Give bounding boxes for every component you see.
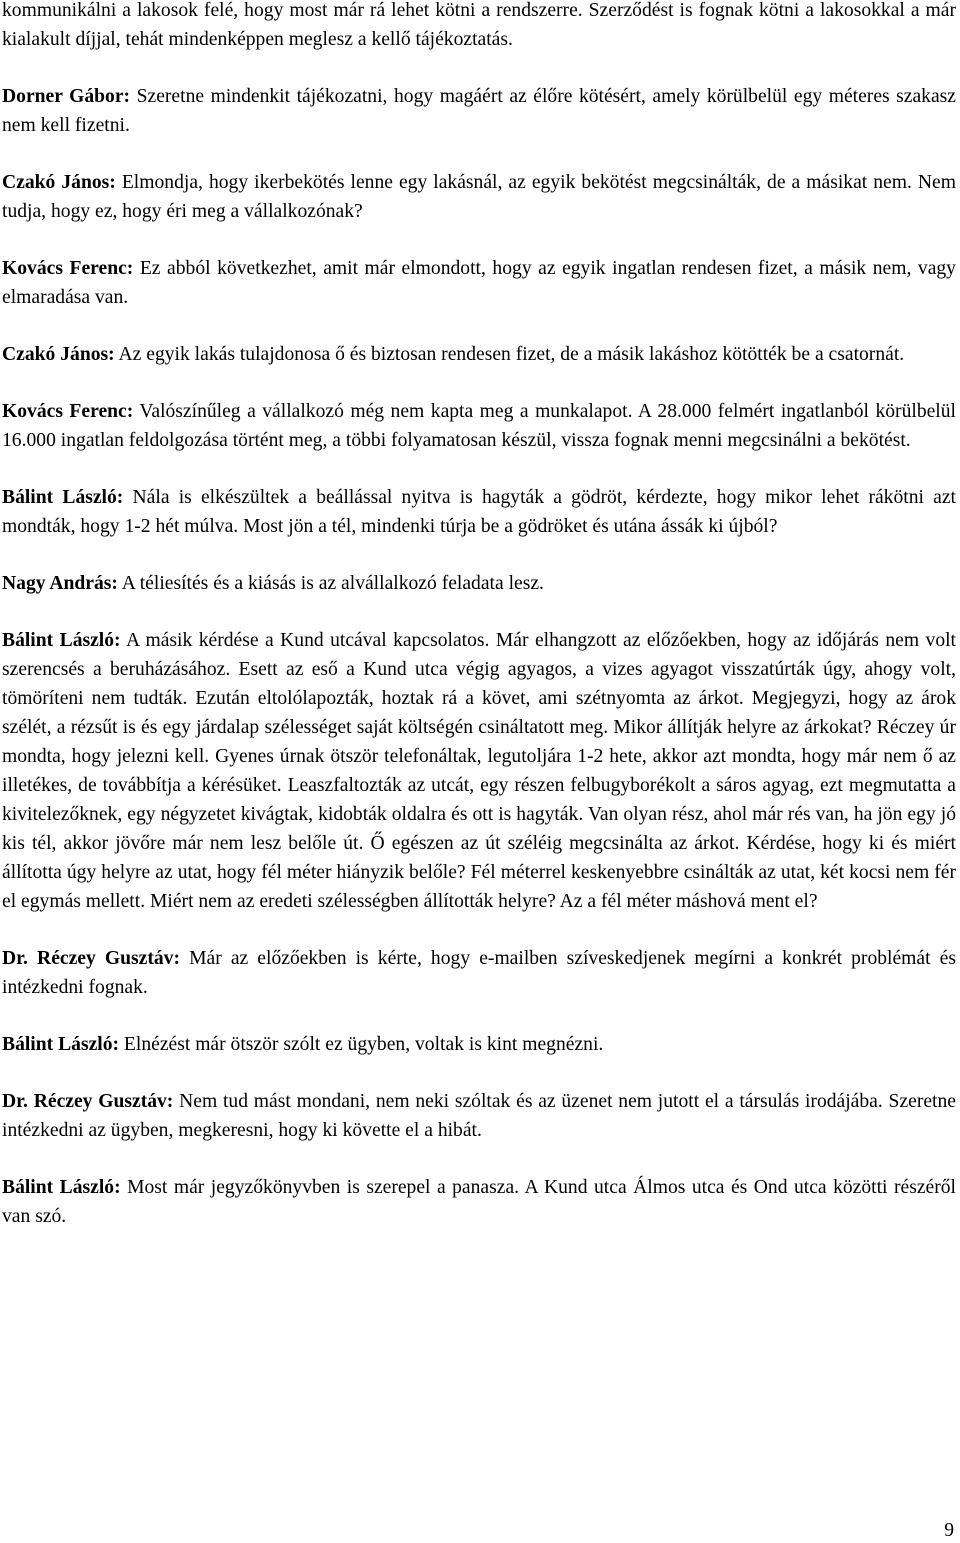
paragraph-text: Valószínűleg a vállalkozó még nem kapta meg a munkalapot. A 28.000 felmért ingatlanból körülbelül 16.000 ingatlan feldolgozása történt meg, a többi folyamatosan készül, vissza fognak menni megcsinálni a bekötést. xyxy=(2,401,956,451)
paragraph-text: Elmondja, hogy ikerbekötés lenne egy lakásnál, az egyik bekötést megcsinálták, de a másikat nem. Nem tudja, hogy ez, hogy éri meg a vállalkozónak? xyxy=(2,172,956,222)
paragraph-text: Nála is elkészültek a beállással nyitva is hagyták a gödröt, kérdezte, hogy mikor lehet rákötni azt mondták, hogy 1-2 hét múlva. Most jön a tél, mindenki túrja be a gödröket és utána ássák ki újból? xyxy=(2,487,956,537)
speaker-name: Dr. Réczey Gusztáv: xyxy=(2,948,180,969)
paragraph-kovacs-2 xyxy=(2,397,956,455)
speaker-name: Bálint László: xyxy=(2,630,121,651)
paragraph-kovacs-1 xyxy=(2,254,956,312)
minutes-body xyxy=(2,0,956,1259)
paragraph-balint-3 xyxy=(2,1030,956,1059)
paragraph-balint-1 xyxy=(2,483,956,541)
speaker-name: Czakó János: xyxy=(2,172,116,193)
paragraph-text: A másik kérdése a Kund utcával kapcsolatos. Már elhangzott az előzőekben, hogy az időjárás nem volt szerencsés a beruházásához. Esett az eső a Kund utca végig agyagos, a vizes agyagot visszatúrták úgy, ahogy volt, tömöríteni nem tudták. Ezután eltolólapozták, hoztak rá a követ, ami szétnyomta az árkot. Megjegyzi, hogy az árok szélét, a rézsűt is és egy járdalap szélességet saját költségén csináltatott meg. Mikor állítják helyre az árkokat? Réczey úr mondta, hogy jelezni kell. Gyenes úrnak ötször telefonáltak, legutoljára 1-2 hete, akkor azt mondta, hogy már nem ő az illetékes, de továbbítja a kérésüket. Leaszfaltozták az utcát, egy részen felbugyborékolt a sáros agyag, ezt megmutatta a kivitelezőknek, egy négyzetet kivágtak, kidobták oldalra és ott is hagyták. Van olyan rész, ahol már rés van, ha jön egy jó kis tél, akkor jövőre már nem lesz belőle út. Ő egészen az út széléig megcsinálta az árkot. Kérdése, hogy ki és miért állította úgy helyre az utat, hogy fél méter hiányzik belőle? Fél méterrel keskenyebbre csinálták az utat, két kocsi nem fér el egymás mellett. Miért nem az eredeti szélességben állították helyre? Az a fél méter máshová ment el? xyxy=(2,630,956,912)
paragraph-text: Nem tud mást mondani, nem neki szóltak és az üzenet nem jutott el a társulás irodájába. Szeretne intézkedni az ügyben, megkeresni, hogy ki követte el a hibát. xyxy=(2,1091,956,1141)
paragraph-balint-4 xyxy=(2,1173,956,1231)
paragraph-text: A téliesítés és a kiásás is az alvállalkozó feladata lesz. xyxy=(117,573,544,594)
speaker-name: Kovács Ferenc: xyxy=(2,258,134,279)
speaker-name: Kovács Ferenc: xyxy=(2,401,134,422)
speaker-name: Nagy András: xyxy=(2,573,118,594)
speaker-name: Bálint László: xyxy=(2,1177,121,1198)
paragraph-reczey-1 xyxy=(2,944,956,1002)
paragraph-text: Szeretne mindenkit tájékozatni, hogy magáért az élőre kötésért, amely körülbelül egy méteres szakasz nem kell fizetni. xyxy=(2,86,957,136)
paragraph-dorner xyxy=(2,82,956,140)
paragraph-intro xyxy=(2,0,956,54)
paragraph-text: Most már jegyzőkönyvben is szerepel a panasza. A Kund utca Álmos utca és Ond utca közötti részéről van szó. xyxy=(2,1177,956,1227)
speaker-name: Bálint László: xyxy=(2,487,124,508)
paragraph-reczey-2 xyxy=(2,1087,956,1145)
page-number: 9 xyxy=(944,1520,954,1541)
paragraph-text: Már az előzőekben is kérte, hogy e-mailben szíveskedjenek megírni a konkrét problémát és intézkedni fognak. xyxy=(2,948,956,998)
speaker-name: Bálint László: xyxy=(2,1034,120,1055)
paragraph-text: Az egyik lakás tulajdonosa ő és biztosan rendesen fizet, de a másik lakáshoz kötötték be a csatornát. xyxy=(114,344,905,365)
paragraph-text: kommunikálni a lakosok felé, hogy most már rá lehet kötni a rendszerre. Szerződést is fognak kötni a lakosokkal a már kialakult díjjal, tehát mindenképpen meglesz a kellő tájékoztatás. xyxy=(2,0,956,50)
paragraph-text: Elnézést már ötször szólt ez ügyben, voltak is kint megnézni. xyxy=(119,1034,604,1055)
speaker-name: Czakó János: xyxy=(2,344,115,365)
paragraph-czako-2 xyxy=(2,340,956,369)
speaker-name: Dorner Gábor: xyxy=(2,86,131,107)
paragraph-balint-2 xyxy=(2,626,956,916)
paragraph-nagy xyxy=(2,569,956,598)
speaker-name: Dr. Réczey Gusztáv: xyxy=(2,1091,174,1112)
paragraph-text: Ez abból következhet, amit már elmondott, hogy az egyik ingatlan rendesen fizet, a másik nem, vagy elmaradása van. xyxy=(2,258,956,308)
paragraph-czako-1 xyxy=(2,168,956,226)
